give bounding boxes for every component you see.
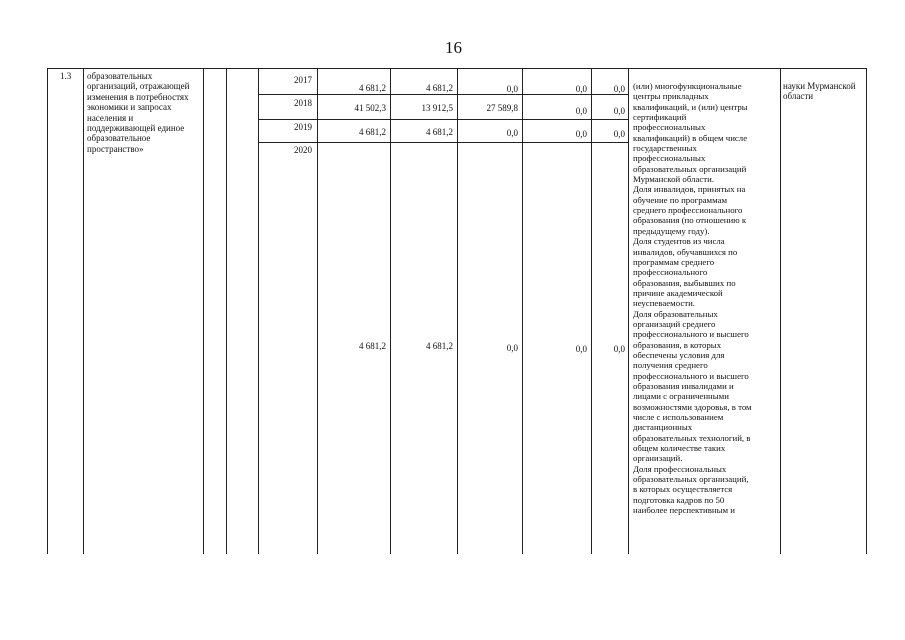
value-cell: 0,0 <box>575 129 587 139</box>
table-col-divider <box>522 68 523 554</box>
value-cell: 0,0 <box>613 84 625 94</box>
value-cell: 4 681,2 <box>426 83 453 93</box>
year-row-divider <box>258 142 628 143</box>
year-label: 2019 <box>294 122 312 132</box>
year-row-divider <box>258 119 628 120</box>
value-cell: 41 502,3 <box>354 103 386 113</box>
table-col-divider <box>226 68 227 554</box>
value-cell: 4 681,2 <box>426 127 453 137</box>
value-cell: 4 681,2 <box>426 341 453 351</box>
row-index: 1.3 <box>60 71 72 81</box>
value-cell: 0,0 <box>613 344 625 354</box>
table-col-divider <box>317 68 318 554</box>
value-cell: 13 912,5 <box>421 103 453 113</box>
table-col-divider <box>83 68 84 554</box>
year-label: 2018 <box>294 98 312 108</box>
value-cell: 27 589,8 <box>486 103 518 113</box>
value-cell: 4 681,2 <box>359 83 386 93</box>
page-number: 16 <box>445 38 462 57</box>
table-col-divider <box>628 68 629 554</box>
value-cell: 0,0 <box>613 129 625 139</box>
value-cell: 4 681,2 <box>359 341 386 351</box>
value-cell: 0,0 <box>506 84 518 94</box>
table-col-divider <box>591 68 592 554</box>
year-row-divider <box>258 94 628 95</box>
table-border-top <box>47 68 867 69</box>
value-cell: 4 681,2 <box>359 127 386 137</box>
value-cell: 0,0 <box>506 128 518 138</box>
year-label: 2020 <box>294 145 312 155</box>
target-indicators: (или) многофункциональные центры прикладных квалификаций, и (или) центры сертификаций профессиональных квалификаций) в общем числе государственных профессиональных образовательных организаций Мурманской области. Доля инвалидов, принятых на обучение по программам среднего профессионального образования (по отношению к предыдущему году). Доля студентов из числа инвалидов, обучавшихся по программам среднего профессионального образования, выбывших по причине академической неуспеваемости. Доля образовательных организаций среднего профессионального и высшего образования, в которых обеспечены условия для получения среднего профессионального и высшего образования инвалидами и лицами с ограниченными возможностями здоровья, в том числе с использованием дистанционных образовательных технологий, в общем количестве таких организаций. Доля профессиональных образовательных организаций, в которых осуществляется подготовка кадров по 50 наиболее перспективным и <box>633 81 752 516</box>
table-col-divider <box>258 68 259 554</box>
table-col-divider <box>457 68 458 554</box>
responsible-executor: науки Мурманской области <box>783 81 856 102</box>
activity-name: образовательных организаций, отражающей изменения в потребностях экономики и запросах населения и поддерживающей единое образовательное пространство» <box>87 71 190 154</box>
value-cell: 0,0 <box>575 344 587 354</box>
table-border-left <box>47 68 48 554</box>
value-cell: 0,0 <box>575 84 587 94</box>
table-col-divider <box>390 68 391 554</box>
value-cell: 0,0 <box>575 106 587 116</box>
value-cell: 0,0 <box>613 106 625 116</box>
value-cell: 0,0 <box>506 343 518 353</box>
table-border-right <box>866 68 867 554</box>
year-label: 2017 <box>294 75 312 85</box>
